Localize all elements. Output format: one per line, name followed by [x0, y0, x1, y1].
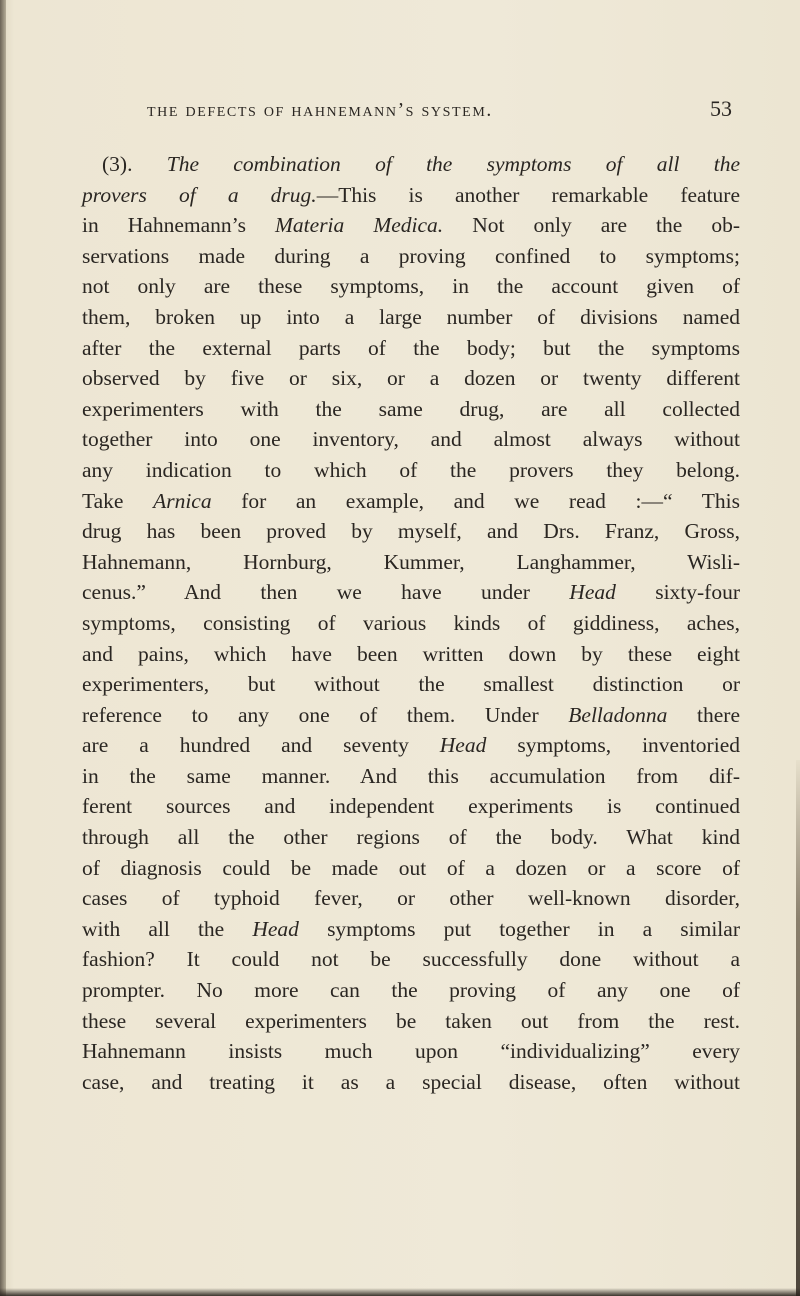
text-line [82, 914, 740, 945]
text-segment: these several experimenters be taken out from the rest. [82, 1008, 740, 1033]
italic-text: Head [439, 733, 487, 758]
page-spine-edge [0, 0, 6, 1296]
text-segment: symptoms put together in a similar [298, 916, 740, 941]
italic-text: Arnica [153, 488, 212, 513]
text-line [82, 700, 740, 731]
text-segment: together into one inventory, and almost always without [82, 427, 740, 452]
text-line [82, 302, 740, 333]
text-line [82, 547, 740, 578]
text-segment: symptoms, consisting of various kinds of giddiness, aches, [82, 610, 740, 635]
text-line [82, 1036, 740, 1067]
text-line [82, 241, 740, 272]
text-segment: are a hundred and seventy [82, 733, 440, 758]
text-segment: and pains, which have been written down by these eight [82, 641, 740, 666]
text-line [82, 455, 740, 486]
text-line [82, 608, 740, 639]
text-segment: observed by five or six, or a dozen or twenty different [82, 366, 740, 391]
text-line [82, 761, 740, 792]
text-line [82, 791, 740, 822]
text-segment: experimenters, but without the smallest distinction or [82, 672, 740, 697]
text-segment: of diagnosis could be made out of a dozen or a score of [82, 855, 740, 880]
text-segment: cases of typhoid fever, or other well-known disorder, [82, 886, 740, 911]
text-line [82, 944, 740, 975]
text-line [82, 822, 740, 853]
text-line [82, 730, 740, 761]
text-line [82, 180, 740, 211]
text-segment: fashion? It could not be successfully done without a [82, 947, 740, 972]
text-line [82, 271, 740, 302]
text-line [82, 639, 740, 670]
text-segment: for an example, and we read :—“ This [211, 488, 740, 513]
italic-text: Head [252, 916, 299, 941]
text-line [82, 210, 740, 241]
text-line [82, 975, 740, 1006]
text-segment: there [667, 702, 741, 727]
text-segment: after the external parts of the body; but the symptoms [82, 335, 740, 360]
text-line [82, 333, 740, 364]
text-segment: in the same manner. And this accumulation from dif- [82, 763, 740, 788]
text-segment: Not only are the ob- [443, 213, 740, 238]
text-segment: reference to any one of them. Under [82, 702, 569, 727]
italic-text: Materia Medica. [275, 213, 444, 238]
text-line [82, 883, 740, 914]
text-line [82, 363, 740, 394]
text-segment: experimenters with the same drug, are all collected [82, 396, 740, 421]
text-segment: ferent sources and independent experiments is continued [82, 794, 740, 819]
text-segment: case, and treating it as a special disease, often without [82, 1069, 740, 1094]
text-segment: symptoms, inventoried [486, 733, 740, 758]
text-segment: —This is another remarkable feature [316, 182, 741, 207]
text-line [82, 394, 740, 425]
text-line [82, 577, 740, 608]
text-segment: any indication to which of the provers they belong. [82, 457, 740, 482]
text-line [82, 669, 740, 700]
text-segment: cenus.” And then we have under [82, 580, 570, 605]
text-line [82, 486, 740, 517]
page-number: 53 [710, 96, 732, 121]
page-right-edge [796, 760, 800, 1296]
text-line [82, 1067, 740, 1098]
text-segment: not only are these symptoms, in the account given of [82, 274, 740, 299]
text-segment: Hahnemann, Hornburg, Kummer, Langhammer, Wisli- [82, 549, 740, 574]
text-segment: with all the [82, 916, 253, 941]
text-segment: in Hahnemann’s [82, 213, 276, 238]
text-line [82, 516, 740, 547]
text-segment: drug has been proved by myself, and Drs. Franz, Gross, [82, 519, 740, 544]
text-segment: (3). [102, 152, 167, 176]
italic-text: Head [569, 580, 616, 605]
body-paragraph [82, 149, 740, 1097]
text-line [82, 149, 740, 180]
text-segment: Take [82, 488, 154, 513]
italic-text: Belladonna [568, 702, 668, 727]
text-line [82, 424, 740, 455]
text-segment: prompter. No more can the proving of any one of [82, 978, 740, 1003]
text-segment: them, broken up into a large number of divisions named [82, 304, 740, 329]
page-header [0, 86, 800, 122]
running-head: the defects of hahnemann’s system. [147, 100, 493, 121]
italic-text: provers of a drug. [82, 182, 317, 207]
text-segment: through all the other regions of the body. What kind [82, 825, 740, 850]
page-bottom-edge [0, 1288, 800, 1296]
text-segment: servations made during a proving confined to symptoms; [82, 243, 740, 268]
text-line [82, 853, 740, 884]
text-line [82, 1006, 740, 1037]
italic-text: The combination of the symptoms of all the [166, 152, 741, 176]
text-segment: Hahnemann insists much upon “individualizing” every [82, 1039, 740, 1064]
text-segment: sixty-four [615, 580, 740, 605]
